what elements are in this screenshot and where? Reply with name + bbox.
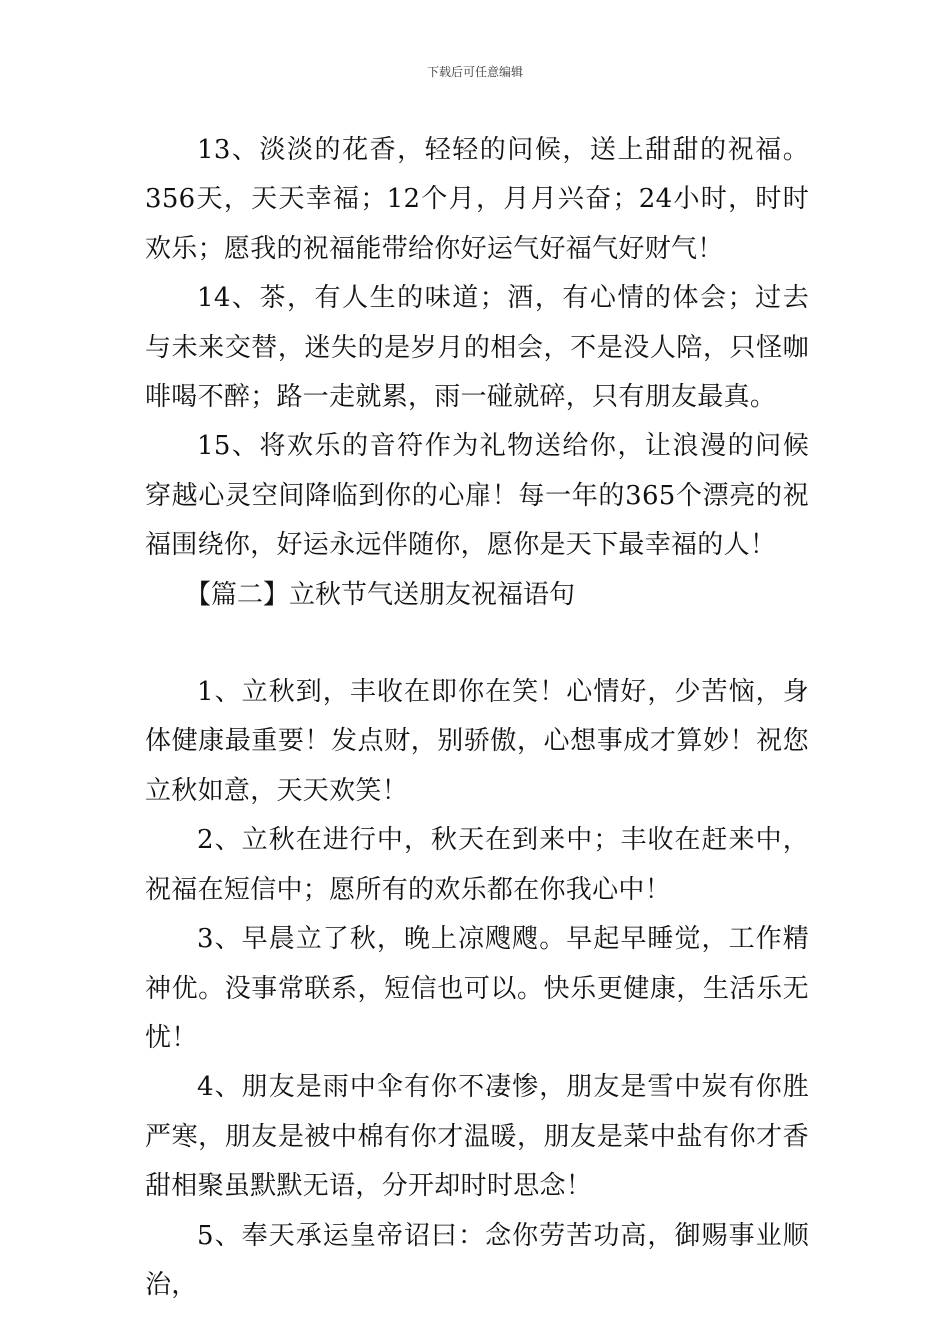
paragraph-5: 5、奉天承运皇帝诏曰：念你劳苦功高，御赐事业顺治， (145, 1220, 809, 1300)
paragraph-4: 4、朋友是雨中伞有你不凄惨，朋友是雪中炭有你胜严寒，朋友是被中棉有你才温暖，朋友是菜中盐有你才香甜相聚虽默默无语，分开却时时思念！ (145, 1072, 809, 1202)
section-heading: 【篇二】立秋节气送朋友祝福语句 (185, 579, 576, 610)
paragraph-14: 14、茶，有人生的味道；酒，有心情的体会；过去与未来交替，迷失的是岁月的相会，不是没人陪，只怪咖啡喝不醉；路一走就累，雨一碰就碎，只有朋友最真。 (145, 283, 809, 413)
page-header: 下载后可任意编辑 (426, 65, 523, 79)
paragraph-15: 15、将欢乐的音符作为礼物送给你，让浪漫的问候穿越心灵空间降临到你的心扉！每一年的365个漂亮的祝福围绕你，好运永远伴随你，愿你是天下最幸福的人！ (145, 431, 809, 561)
paragraph-13: 13、淡淡的花香，轻轻的问候，送上甜甜的祝福。356天，天天幸福；12个月，月月兴奋；24小时，时时欢乐；愿我的祝福能带给你好运气好福气好财气！ (145, 135, 809, 264)
paragraph-1: 1、立秋到，丰收在即你在笑！心情好，少苦恼，身体健康最重要！发点财，别骄傲，心想事成才算妙！祝您立秋如意，天天欢笑！ (145, 677, 809, 806)
paragraph-3: 3、早晨立了秋，晚上凉飕飕。早起早睡觉，工作精神优。没事常联系，短信也可以。快乐更健康，生活乐无忧！ (145, 924, 809, 1053)
paragraph-2: 2、立秋在进行中，秋天在到来中；丰收在赶来中，祝福在短信中；愿所有的欢乐都在你我心中！ (145, 825, 809, 905)
document-body (145, 126, 809, 1310)
